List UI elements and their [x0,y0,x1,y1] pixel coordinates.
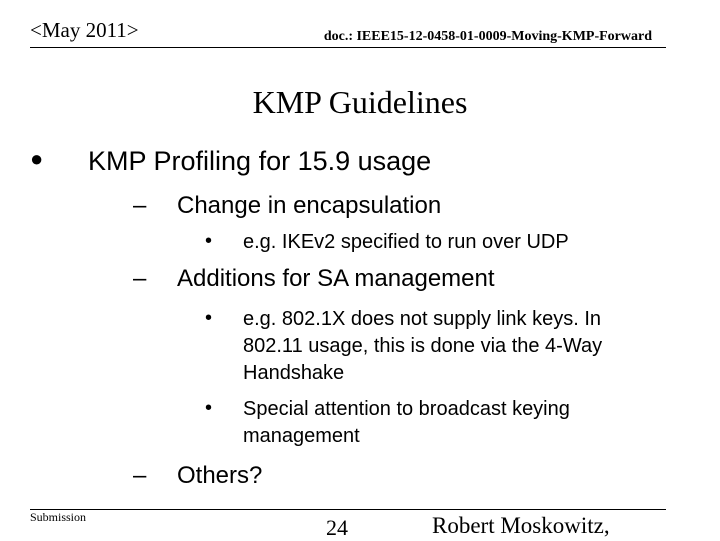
detail-8021x: e.g. 802.1X does not supply link keys. In 802.11 usage, this is done via the 4-Way Handshake [243,308,603,384]
sub-bullet-icon: • [205,307,213,329]
bullet-dot-icon: ● [30,146,44,171]
slide-title: KMP Guidelines [252,84,468,120]
header-doc-id: doc.: IEEE15-12-0458-01-0009-Moving-KMP-Forward [323,29,652,44]
sub-bullet-icon: • [205,230,213,252]
sub-item-sa-management: Additions for SA management [177,265,495,292]
sub-bullet-icon: • [205,397,213,419]
detail-ikev2: e.g. IKEv2 specified to run over UDP [243,231,569,253]
header-rule [30,47,666,48]
header-date: <May 2011> [30,18,139,42]
footer-submission: Submission [30,510,87,524]
dash-icon: – [133,462,147,489]
dash-icon: – [133,265,147,292]
footer-page-number: 24 [326,515,348,540]
sub-item-encapsulation: Change in encapsulation [177,192,442,219]
footer-author: Robert Moskowitz, [432,513,610,538]
sub-item-others: Others? [177,462,263,489]
footer-rule [30,509,666,510]
bullet-main: KMP Profiling for 15.9 usage [88,146,432,176]
dash-icon: – [133,192,147,219]
detail-broadcast-keying: Special attention to broadcast keying management [243,398,570,447]
